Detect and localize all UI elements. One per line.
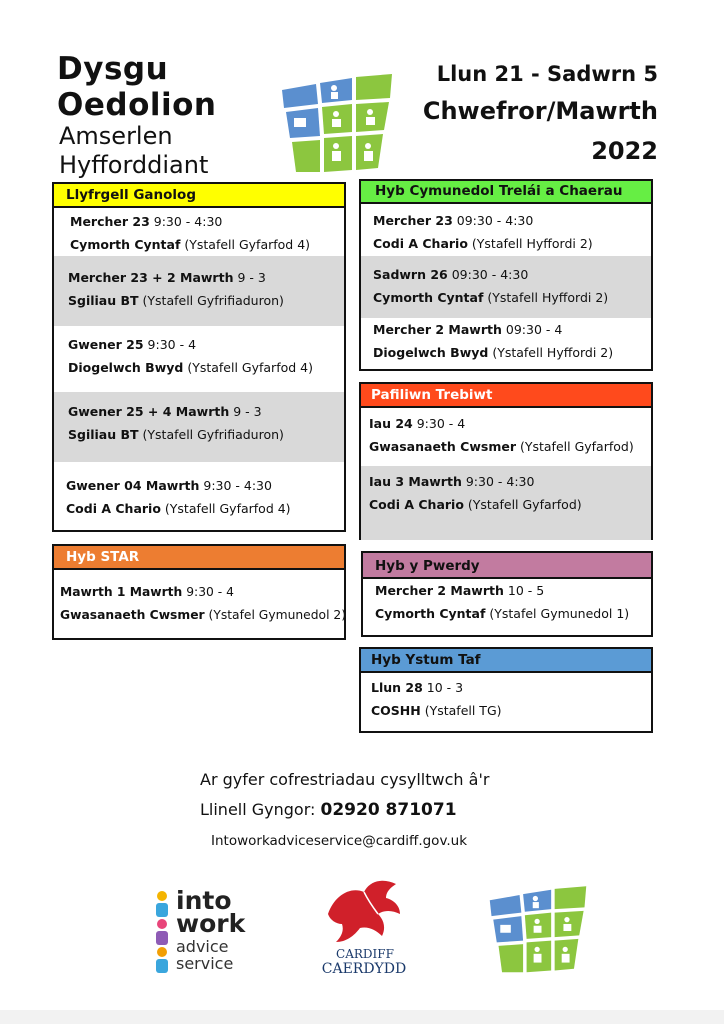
page-title-line-2: Oedolion [57,87,217,123]
venue-panel-hyb-ystum-taf [359,647,653,733]
session-entry: Gwener 04 Mawrth 9:30 - 4:30 Codi A Chario (Ystafell Gyfarfod 4) [66,478,291,516]
bottom-strip [0,1010,724,1024]
venue-panel-hyb-star [52,544,346,640]
session-entry: Mercher 23 + 2 Mawrth 9 - 3 Sgiliau BT (Ystafell Gyfrifiaduron) [54,256,344,326]
session-entry: Iau 3 Mawrth 9:30 - 4:30 Codi A Chario (Ystafell Gyfarfod) [361,466,651,540]
venue-header: Llyfrgell Ganolog [54,184,344,208]
adult-learning-logo-icon [280,74,394,176]
page-subtitle-line-2: Hyfforddiant [59,151,209,179]
venue-header: Hyb Cymunedol Trelái a Chaerau [361,181,651,204]
intowork-figures-icon [152,890,172,976]
caerdydd-text: CAERDYDD [321,961,407,977]
intowork-logo [152,888,262,978]
date-months: Chwefror/Mawrth [422,97,658,125]
intowork-word-service: service [176,954,234,973]
venue-panel-hyb-trelai [359,179,653,371]
registration-text: Ar gyfer cofrestriadau cysylltwch â'r [200,770,490,789]
dragon-icon [320,876,406,946]
phone-number[interactable]: 02920 871071 [320,800,457,820]
venue-panel-llyfrgell-ganolog [52,182,346,532]
session-entry: Mawrth 1 Mawrth 9:30 - 4 Gwasanaeth Cwsmer (Ystafel Gymunedol 2) [60,585,347,622]
adult-learning-logo-bottom-icon [488,886,588,976]
session-entry: Llun 28 10 - 3 COSHH (Ystafell TG) [371,680,502,718]
intowork-word-work: work [176,909,246,938]
venue-header: Hyb STAR [54,546,344,570]
session-entry: Mercher 2 Mawrth 09:30 - 4 Diogelwch Bwyd (Ystafell Hyffordi 2) [373,322,614,360]
intowork-word-advice: advice [176,937,229,956]
venue-header: Hyb Ystum Taf [361,649,651,673]
date-range: Llun 21 - Sadwrn 5 [436,62,658,86]
session-entry: Gwener 25 9:30 - 4 Diogelwch Bwyd (Ystafell Gyfarfod 4) [68,337,313,375]
session-entry: Sadwrn 26 09:30 - 4:30 Cymorth Cyntaf (Ystafell Hyffordi 2) [361,256,651,318]
venue-panel-hyb-y-pwerdy [361,551,653,637]
email-address[interactable]: Intoworkadviceservice@cardiff.gov.uk [211,833,468,849]
session-entry: Mercher 2 Mawrth 10 - 5 Cymorth Cyntaf (Ystafel Gymunedol 1) [375,583,630,621]
advice-line-label: Llinell Gyngor: [200,800,321,819]
session-entry: Iau 24 9:30 - 4 Gwasanaeth Cwsmer (Ystafell Gyfarfod) [369,416,634,454]
session-entry: Mercher 23 9:30 - 4:30 Cymorth Cyntaf (Ystafell Gyfarfod 4) [70,214,311,252]
venue-header: Pafiliwn Trebiwt [361,384,651,408]
cardiff-text: CARDIFF [336,947,394,961]
session-entry: Gwener 25 + 4 Mawrth 9 - 3 Sgiliau BT (Ystafell Gyfrifiaduron) [54,392,344,462]
advice-line [200,800,457,820]
venue-panel-pafiliwn-trebiwt [359,382,653,540]
date-year: 2022 [591,137,658,165]
page-subtitle-line-1: Amserlen [59,122,173,150]
venue-header: Hyb y Pwerdy [363,553,651,579]
intowork-word-into: into [176,886,232,915]
session-entry: Mercher 23 09:30 - 4:30 Codi A Chario (Ystafell Hyffordi 2) [373,213,593,251]
page-title-line-1: Dysgu [57,51,169,87]
